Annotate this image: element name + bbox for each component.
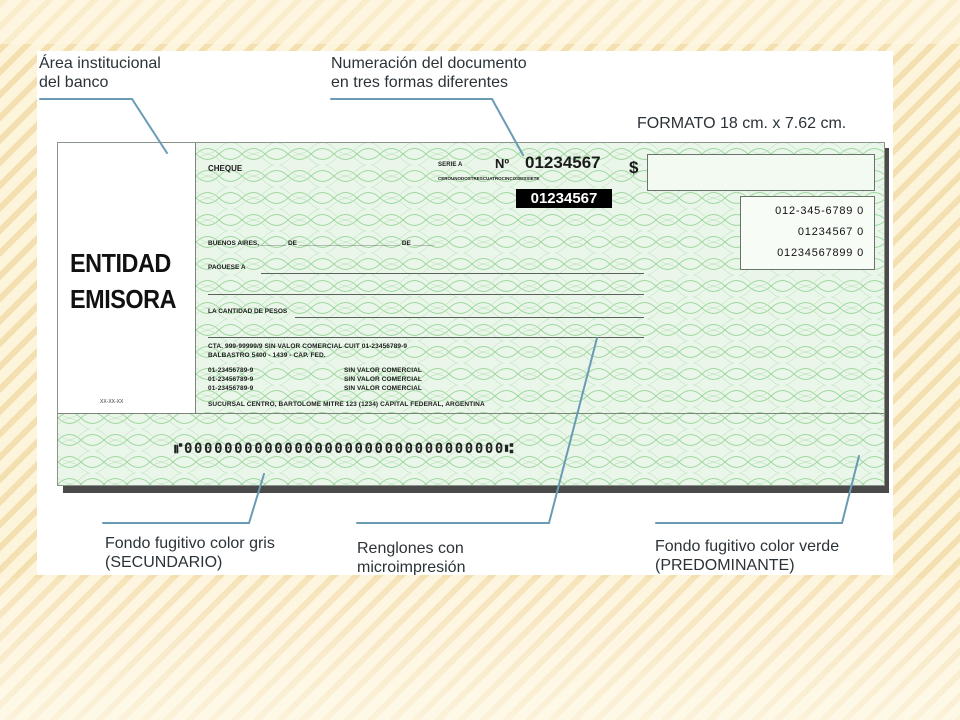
branch-address: SUCURSAL CENTRO, BARTOLOME MITRE 123 (1234) CAPITAL FEDERAL, ARGENTINA: [208, 401, 485, 408]
right-number-2: 01234567 0: [797, 226, 864, 238]
payee-label: PAGUESE A: [208, 264, 246, 271]
code-note-1: SIN VALOR COMERCIAL: [344, 367, 422, 374]
code-note-3: SIN VALOR COMERCIAL: [344, 385, 422, 392]
code-note-2: SIN VALOR COMERCIAL: [344, 376, 422, 383]
number-prefix: Nº: [495, 156, 510, 171]
annotation-format: FORMATO 18 cm. x 7.62 cm.: [637, 115, 847, 132]
leader-green-background: [656, 456, 859, 523]
cheque-diagram-panel: [37, 51, 893, 575]
leader-gray-background: [103, 474, 264, 523]
leader-lines: [37, 51, 893, 575]
serie-label: SERIE A: [438, 162, 463, 168]
right-number-1: 012-345-6789 0: [775, 205, 864, 217]
dollar-sign: $: [629, 158, 639, 177]
leader-microprint: [357, 338, 597, 523]
code-row-1: 01-23456789-9: [208, 367, 254, 374]
date-line: BUENOS AIRES, _______ DE ____________________________ DE ______: [208, 240, 435, 247]
code-row-2: 01-23456789-9: [208, 376, 254, 383]
bank-name: ENTIDAD EMISORA: [70, 248, 177, 314]
left-code: XX-XX-XX: [100, 399, 124, 405]
cheque-title: CHEQUE: [208, 164, 243, 173]
slide-bottom-band: [0, 578, 960, 720]
right-number-3: 01234567899 0: [777, 247, 864, 259]
amount-label: LA CANTIDAD DE PESOS: [208, 308, 288, 315]
annotation-microprint: Renglones con microimpresión: [357, 540, 466, 575]
slide-top-band: [0, 0, 960, 44]
leader-bank-area: [40, 99, 167, 153]
annotation-green-background: Fondo fugitivo color verde (PREDOMINANTE): [655, 538, 840, 574]
account-line-2: BALBASTRO 5400 - 1439 - CAP. FED.: [208, 352, 326, 359]
annotation-bank-area: Área institucional del banco: [39, 55, 161, 91]
code-row-3: 01-23456789-9: [208, 385, 254, 392]
cheque-number: 01234567: [525, 153, 601, 172]
annotation-numbering: Numeración del documento en tres formas diferentes: [331, 55, 527, 91]
cheque-number-inverted: 01234567: [516, 189, 612, 208]
account-line-1: CTA. 999-99999/9 SIN VALOR COMERCIAL CUIT 01-23456789-9: [208, 343, 408, 350]
cheque-number-words: CEROUNODOSTRESCUATROCINCOSEISSIETE: [438, 176, 540, 181]
annotation-gray-background: Fondo fugitivo color gris (SECUNDARIO): [105, 535, 275, 571]
leader-numbering: [331, 99, 523, 155]
micr-line: ⑈00000000000000000000000000000000⑆: [174, 441, 515, 457]
